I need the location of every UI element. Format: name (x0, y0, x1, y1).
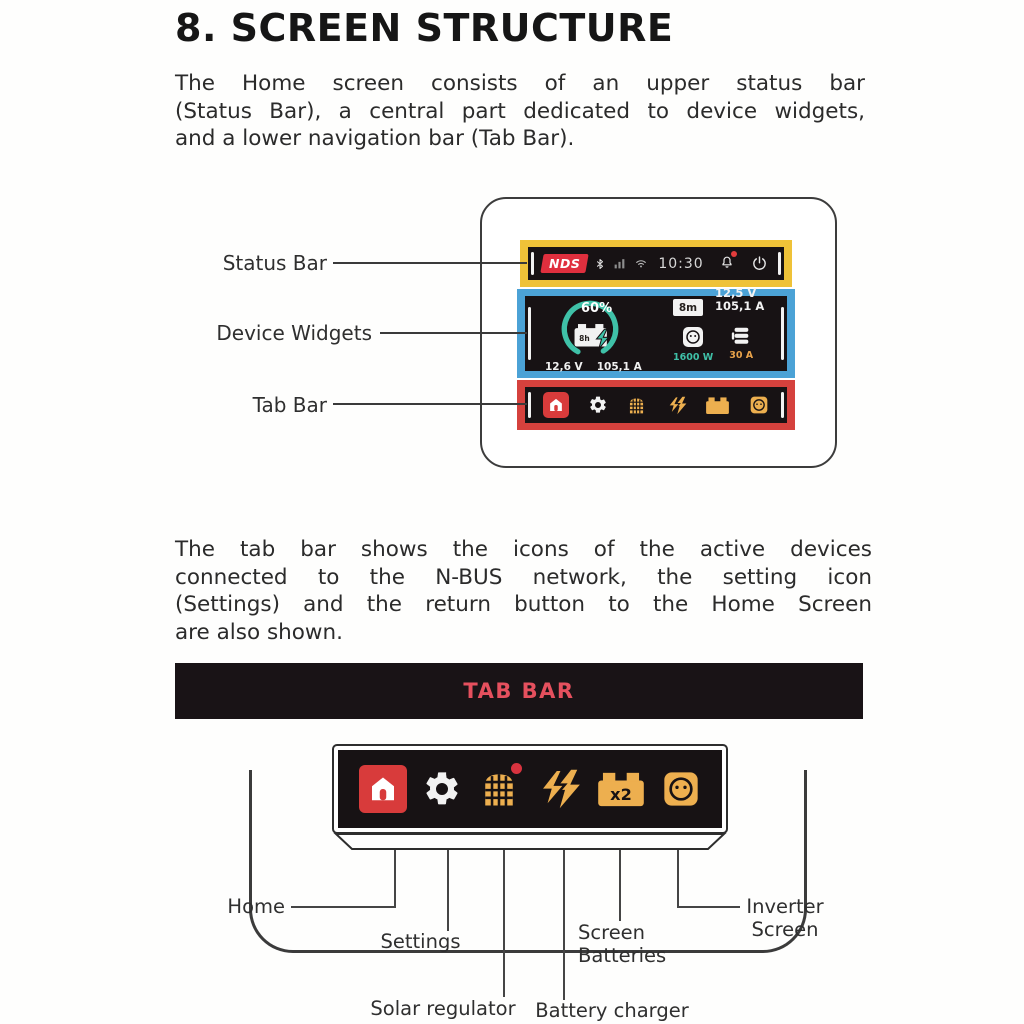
side-widgets (673, 286, 783, 371)
tab-bar-screen (525, 387, 787, 423)
charger-widget (729, 325, 753, 363)
paragraph-2 (175, 536, 872, 646)
connector-line-home-horizontal (291, 906, 395, 908)
socket-icon (749, 395, 769, 415)
battery-current: 105,1 A (596, 361, 642, 373)
socket-icon (661, 769, 701, 809)
home-icon (548, 397, 564, 413)
gear-icon (588, 395, 608, 415)
connector-line-solar (503, 850, 505, 997)
gear-icon (422, 769, 462, 809)
battery-count-badge: x2 (610, 785, 633, 805)
tab-bar-bevel (334, 833, 726, 850)
paragraph-line: connected to the N-BUS network, the setting icon (175, 564, 872, 590)
label-screen-batteries: Screen Batteries (578, 921, 667, 967)
notification-dot (511, 763, 522, 774)
battery-widget (531, 296, 666, 371)
status-time: 10:30 (658, 255, 704, 272)
connector-line-inverter (677, 850, 679, 908)
tab-bar-large (334, 746, 726, 832)
lightning-icon (666, 396, 687, 415)
charger-current: 30 A (729, 350, 754, 361)
callout-tab-bar: Tab Bar (252, 393, 327, 417)
label-inverter-screen: Inverter Screen (746, 895, 824, 941)
inverter-widget (673, 325, 713, 363)
home-tab (359, 765, 407, 813)
paragraph-line: The tab bar shows the icons of the active devices (175, 537, 872, 562)
home-icon (368, 774, 398, 804)
tab-bar-banner (175, 663, 863, 719)
paragraph-1 (175, 70, 865, 153)
paragraph-line: are also shown. (175, 619, 343, 645)
lightning-icon (535, 768, 581, 810)
signal-icon (613, 257, 626, 270)
solar-panel-icon (626, 395, 647, 416)
connector-line-home (394, 850, 396, 908)
callout-device-widgets: Device Widgets (216, 321, 372, 345)
battery-hours: 8h (579, 333, 590, 343)
status-bar (528, 247, 784, 280)
label-settings: Settings (380, 930, 461, 953)
status-bar-frame (520, 240, 792, 287)
notification-dot (731, 251, 737, 257)
tab-bar-frame (517, 380, 795, 430)
banner-title: TAB BAR (463, 679, 575, 703)
power-icon (751, 255, 768, 272)
callout-status-bar: Status Bar (222, 251, 327, 275)
bluetooth-icon (594, 257, 606, 271)
callout-line (380, 332, 527, 334)
socket-icon (681, 325, 705, 349)
home-tab (543, 392, 569, 418)
label-solar-regulator: Solar regulator (370, 997, 516, 1020)
nds-logo: NDS (540, 254, 589, 273)
solar-regulator-tab (477, 767, 521, 811)
paragraph-line: (Settings) and the return button to the Home Screen (175, 592, 872, 617)
connector-line-charger (563, 850, 565, 1000)
callout-line (333, 403, 527, 405)
charger-icon (730, 325, 752, 347)
battery-voltage: 12,6 V (545, 361, 583, 373)
bell-icon (719, 253, 735, 274)
widget-voltage: 12,5 V (715, 286, 757, 300)
widget-current: 105,1 A (715, 299, 765, 313)
widgets-screen (525, 286, 787, 373)
device-widgets-frame (517, 286, 795, 378)
settings-tab (422, 769, 462, 809)
wifi-icon (633, 257, 649, 270)
label-battery-charger: Battery charger (535, 999, 689, 1022)
label-home: Home (227, 895, 285, 918)
screen-batteries-tab (596, 770, 646, 808)
inverter-power: 1600 W (673, 352, 714, 363)
battery-charging-icon (573, 320, 613, 350)
page-title: 8. SCREEN STRUCTURE (175, 6, 674, 50)
inverter-screen-tab (661, 769, 701, 809)
battery-charger-tab (535, 768, 581, 810)
battery-icon (705, 396, 730, 415)
connector-line-batteries (619, 850, 621, 921)
battery-icon (596, 770, 646, 808)
paragraph-line: (Status Bar), a central part dedicated to device widgets, (175, 98, 865, 124)
callout-line (333, 262, 527, 264)
connector-line-inverter-horizontal (677, 906, 740, 908)
battery-percent: 60% (581, 301, 613, 316)
paragraph-line: The Home screen consists of an upper status bar (175, 71, 865, 96)
time-badge: 8m (673, 299, 703, 316)
connector-line-settings (447, 850, 449, 931)
paragraph-line: and a lower navigation bar (Tab Bar). (175, 126, 575, 151)
